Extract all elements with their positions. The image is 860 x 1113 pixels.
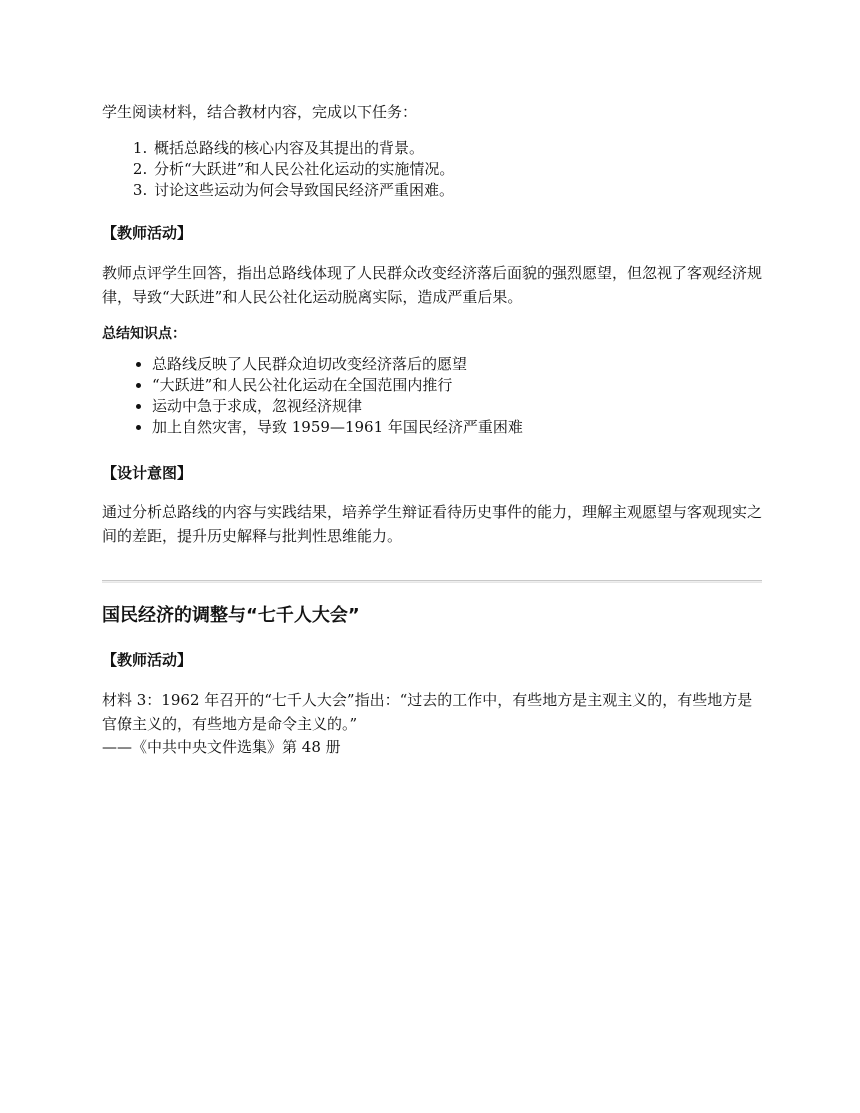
- summary-item: • 加上自然灾害，导致 1959—1961 年国民经济严重困难: [152, 417, 762, 438]
- teacher-activity-heading: 【教师活动】: [102, 224, 193, 242]
- material-source: ——《中共中央文件选集》第 48 册: [102, 738, 341, 756]
- design-intent-heading: 【设计意图】: [102, 464, 193, 482]
- summary-item: • 总路线反映了人民群众迫切改变经济落后的愿望: [152, 354, 762, 375]
- teacher-activity-heading-2: 【教师活动】: [102, 651, 193, 669]
- section-divider: [102, 580, 762, 583]
- material-quote: 材料 3：1962 年召开的“七千人大会”指出：“过去的工作中，有些地方是主观主义的，有些地方是官僚主义的，有些地方是命令主义的。”: [102, 691, 753, 733]
- summary-label: 总结知识点：: [102, 326, 186, 342]
- design-intent-text: 通过分析总路线的内容与实践结果，培养学生辩证看待历史事件的能力，理解主观愿望与客观现实之间的差距，提升历史解释与批判性思维能力。: [102, 503, 763, 545]
- task-item: 3. 讨论这些运动为何会导致国民经济严重困难。: [152, 180, 762, 201]
- summary-list: [102, 354, 762, 438]
- intro-text: 学生阅读材料，结合教材内容，完成以下任务：: [102, 103, 418, 121]
- summary-item: • “大跃进”和人民公社化运动在全国范围内推行: [152, 375, 762, 396]
- document-page: [102, 100, 762, 758]
- summary-item: • 运动中急于求成，忽视经济规律: [152, 396, 762, 417]
- teacher-activity-text: 教师点评学生回答，指出总路线体现了人民群众改变经济落后面貌的强烈愿望，但忽视了客观经济规律，导致“大跃进”和人民公社化运动脱离实际，造成严重后果。: [102, 264, 763, 306]
- task-item: 1. 概括总路线的核心内容及其提出的背景。: [152, 138, 762, 159]
- task-list: [102, 138, 762, 201]
- section-title: 国民经济的调整与“七千人大会”: [102, 605, 360, 626]
- task-item: 2. 分析“大跃进”和人民公社化运动的实施情况。: [152, 159, 762, 180]
